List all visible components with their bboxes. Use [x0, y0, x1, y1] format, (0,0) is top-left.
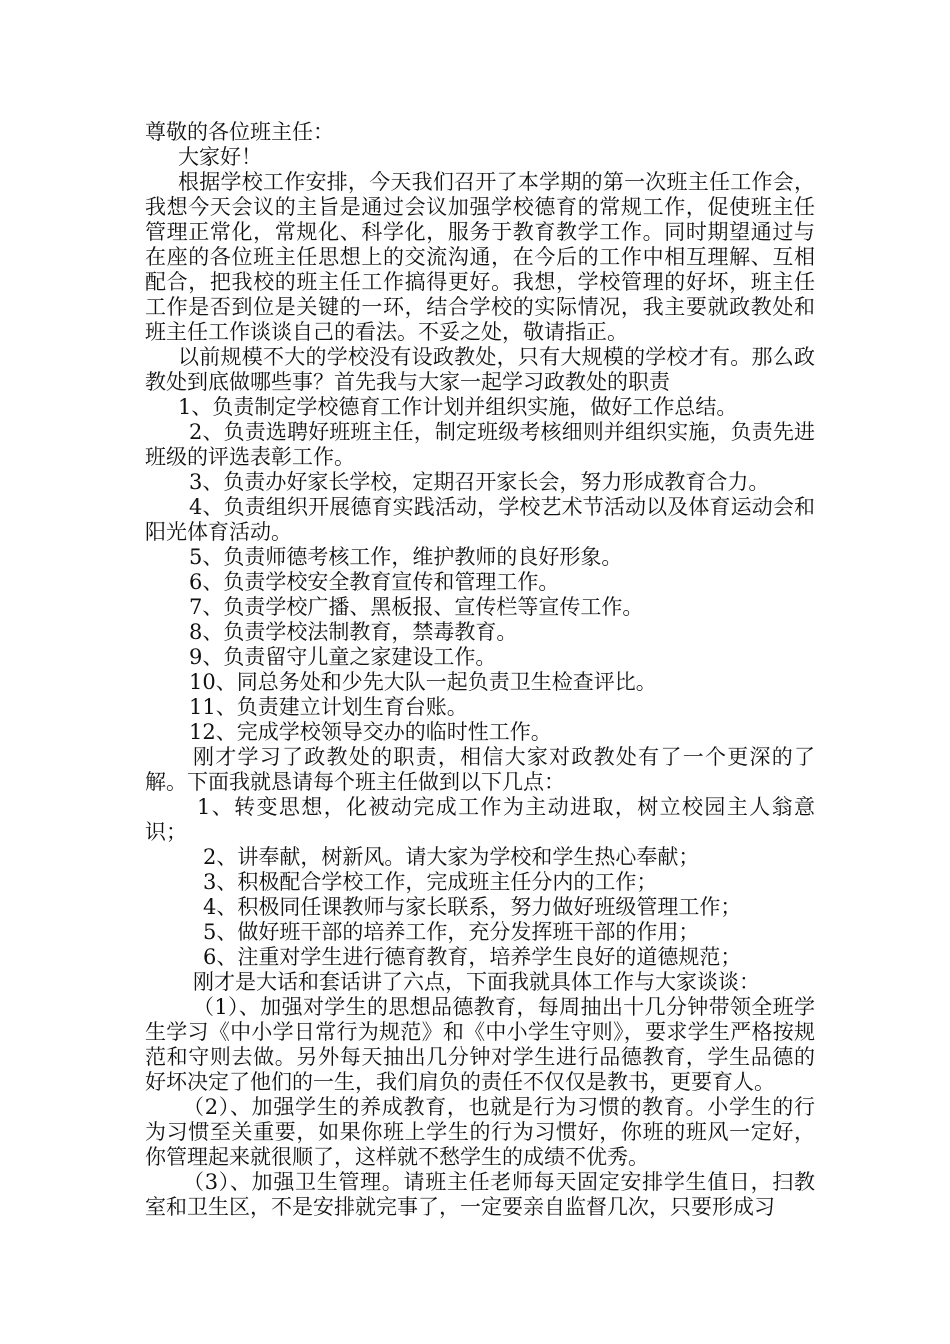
specific-item-2: （2）、加强学生的养成教育，也就是行为习惯的教育。小学生的行为习惯至关重要，如果你班上学生的行为习惯好，你班的班风一定好，你管理起来就很顺了，这样就不愁学生的成绩不优秀。: [145, 1095, 815, 1169]
paragraph-requests-intro: 刚才学习了政教处的职责，相信大家对政教处有了一个更深的了解。下面我就恳请每个班主任做到以下几点：: [145, 745, 815, 794]
duty-item-8: 8、负责学校法制教育，禁毒教育。: [189, 620, 518, 644]
paragraph-specific-intro: 刚才是大话和套话讲了六点，下面我就具体工作与大家谈谈：: [193, 970, 760, 994]
duty-item-2: 2、负责选聘好班班主任，制定班级考核细则并组织实施，负责先进班级的评选表彰工作。: [145, 420, 815, 469]
duty-item-1: 1、负责制定学校德育工作计划并组织实施，做好工作总结。: [178, 395, 738, 419]
salutation: 尊敬的各位班主任：: [145, 120, 334, 144]
request-item-4: 4、积极同任课教师与家长联系，努力做好班级管理工作；: [203, 895, 742, 919]
request-item-1: 1、转变思想，化被动完成工作为主动进取，树立校园主人翁意识；: [145, 795, 815, 844]
duty-item-10: 10、同总务处和少先大队一起负责卫生检查评比。: [189, 670, 657, 694]
duty-item-11: 11、负责建立计划生育台账。: [189, 695, 468, 719]
duty-item-12: 12、完成学校领导交办的临时性工作。: [189, 720, 552, 744]
request-item-6: 6、注重对学生进行德育教育，培养学生良好的道德规范；: [203, 945, 742, 969]
duty-item-6: 6、负责学校安全教育宣传和管理工作。: [189, 570, 560, 594]
paragraph-intro: 根据学校工作安排，今天我们召开了本学期的第一次班主任工作会，我想今天会议的主旨是通过会议加强学校德育的常规工作，促使班主任管理正常化，常规化、科学化，服务于教育教学工作。同时期望通过与在座的各位班主任思想上的交流沟通，在今后的工作中相互理解、互相配合，把我校的班主任工作搞得更好。我想，学校管理的好坏，班主任工作是否到位是关键的一环，结合学校的实际情况，我主要就政教处和班主任工作谈谈自己的看法。不妥之处，敬请指正。: [145, 170, 815, 344]
specific-item-1: （1）、加强对学生的思想品德教育，每周抽出十几分钟带领全班学生学习《中小学日常行为规范》和《中小学生守则》，要求学生严格按规范和守则去做。另外每天抽出几分钟对学生进行品德教育，学生品德的好坏决定了他们的一生，我们肩负的责任不仅仅是教书，更要育人。: [145, 995, 815, 1094]
document-page: [145, 120, 815, 1220]
duty-item-3: 3、负责办好家长学校，定期召开家长会，努力形成教育合力。: [189, 470, 770, 494]
request-item-2: 2、讲奉献，树新风。请大家为学校和学生热心奉献；: [203, 845, 700, 869]
paragraph-office-duties-intro: 以前规模不大的学校没有设政教处，只有大规模的学校才有。那么政教处到底做哪些事？首先我与大家一起学习政教处的职责: [145, 345, 815, 394]
specific-item-3: （3）、加强卫生管理。请班主任老师每天固定安排学生值日，扫教室和卫生区，不是安排就完事了，一定要亲自监督几次，只要形成习: [145, 1170, 815, 1219]
request-item-3: 3、积极配合学校工作，完成班主任分内的工作；: [203, 870, 658, 894]
duty-item-7: 7、负责学校广播、黑板报、宣传栏等宣传工作。: [189, 595, 644, 619]
duty-item-5: 5、负责师德考核工作，维护教师的良好形象。: [189, 545, 623, 569]
duty-item-9: 9、负责留守儿童之家建设工作。: [189, 645, 497, 669]
duty-item-4: 4、负责组织开展德育实践活动，学校艺术节活动以及体育运动会和阳光体育活动。: [145, 495, 815, 544]
greeting: 大家好！: [178, 145, 262, 169]
request-item-5: 5、做好班干部的培养工作，充分发挥班干部的作用；: [203, 920, 700, 944]
